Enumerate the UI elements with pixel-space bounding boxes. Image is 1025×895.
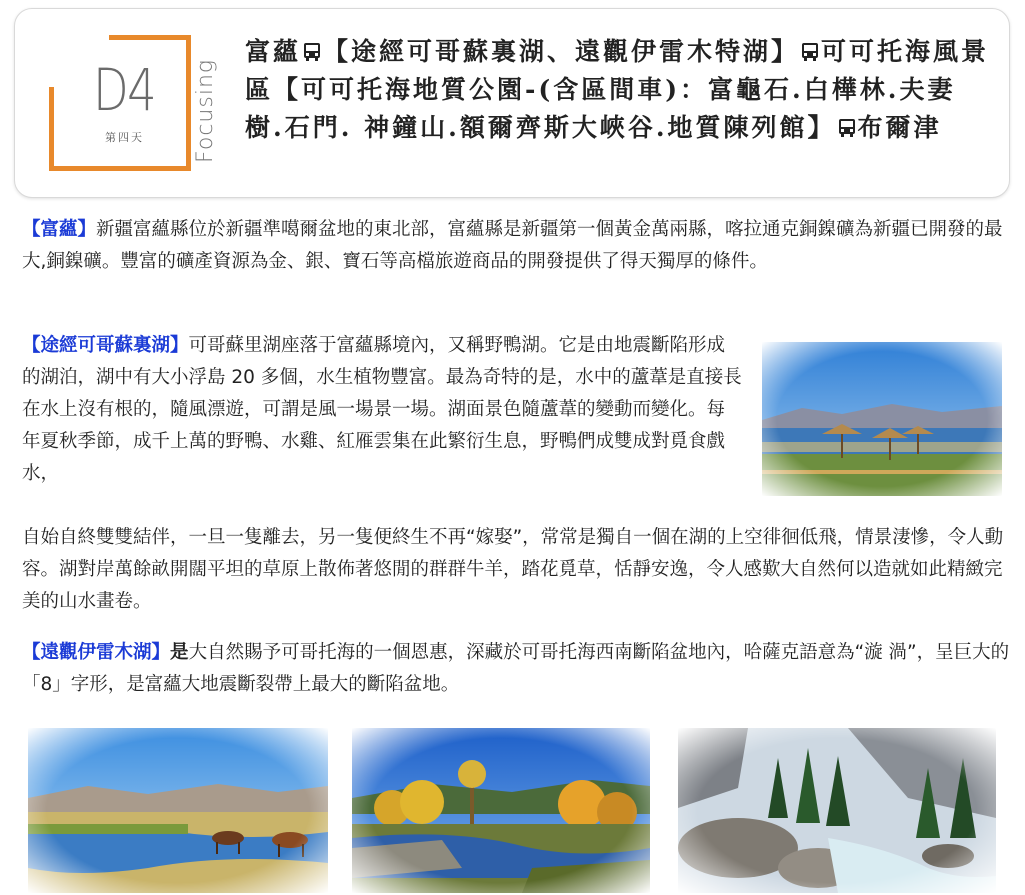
- paragraph-yileimu-text: 大自然賜予可哥托海的一個恩惠，深藏於可哥托海西南斷陷盆地內，哈薩克語意為“漩 渦”，呈巨大的「8」字形，是富蘊大地震斷裂帶上最大的斷陷盆地。: [22, 642, 1010, 695]
- mountain-canyon-river-photo: [678, 728, 996, 893]
- badge-side-text: Focusing: [193, 58, 218, 163]
- badge-frame-bottom: [49, 166, 191, 171]
- bus-icon: [838, 118, 856, 138]
- badge-day-number: D4: [93, 56, 156, 124]
- bracket-close: 】: [151, 642, 171, 663]
- paragraph-kekesu-wrapped: [22, 330, 742, 490]
- paragraph-yileimu-lead: 是: [170, 642, 189, 663]
- bracket-close: 】: [170, 335, 189, 356]
- itinerary-title: [245, 33, 995, 147]
- badge-day-subtitle: 第四天: [105, 131, 144, 144]
- bracket-close: 】: [77, 219, 97, 240]
- title-part-route: 【途經可哥蘇裏湖、遠觀伊雷木特湖】: [323, 37, 800, 66]
- bracket-open: 【: [22, 219, 41, 240]
- keyword-kekesu: 途經可哥蘇裏湖: [40, 335, 171, 356]
- paragraph-fuyun-text: 新疆富蘊縣位於新疆準噶爾盆地的東北部，富蘊縣是新疆第一個黃金萬兩縣，喀拉通克銅鎳礦為新疆已開發的最大,銅鎳礦。豐富的礦產資源為金、銀、寶石等高檔旅遊商品的開發提供了得天獨厚的條件。: [22, 219, 1003, 272]
- bus-icon: [303, 42, 321, 62]
- badge-frame-gap: [49, 35, 109, 40]
- paragraph-yileimu: [22, 637, 1012, 701]
- autumn-forest-river-photo: [352, 728, 650, 893]
- badge-frame-left: [49, 87, 54, 171]
- kekesu-lake-photo: [762, 342, 1002, 496]
- keyword-fuyun: 富蘊: [40, 219, 78, 240]
- bus-icon: [801, 42, 819, 62]
- paragraph-kekesu-continued: 自始自終雙雙結伴，一旦一隻離去，另一隻便終生不再“嫁娶”，常常是獨自一個在湖的上空徘徊低飛，情景淒慘，令人動容。湖對岸萬餘畝開闊平坦的草原上散佈著悠閒的群群牛羊，踏花覓草，恬靜安逸，令人感歎大自然何以造就如此精緻完美的山水畫卷。: [22, 527, 1004, 612]
- title-part-start: 富蘊: [245, 37, 302, 66]
- day-badge: [45, 33, 225, 183]
- bracket-open: 【: [22, 335, 41, 356]
- day-header-card: [14, 8, 1010, 198]
- bracket-open: 【: [22, 642, 41, 663]
- paragraph-kekesu-text-wrap: 可哥蘇里湖座落于富蘊縣境內，又稱野鴨湖。它是由地震斷陷形成的湖泊，湖中有大小浮島 20 多個，水生植物豐富。最為奇特的是，水中的蘆葦是直接長在水上沒有根的，隨風漂遊，可謂是風一場景一場。湖面景色隨蘆葦的變動而變化。每年夏秋季節，成千上萬的野鴨、水雞、紅雁雲集在此繁衍生息，野鴨們成雙成對覓食戲水，: [22, 335, 742, 484]
- paragraph-fuyun: [22, 214, 1012, 278]
- title-part-keketuohai: 可可托海風景區【可可托海地質公園-(含區間車)：富龜石.白樺林.夫妻樹.石門. 神鐘山.額爾齊斯大峽谷.地質陳列館】: [245, 37, 990, 142]
- river-horses-photo: [28, 728, 328, 893]
- title-part-end: 布爾津: [857, 113, 942, 142]
- keyword-yileimu: 遠觀伊雷木湖: [40, 642, 152, 663]
